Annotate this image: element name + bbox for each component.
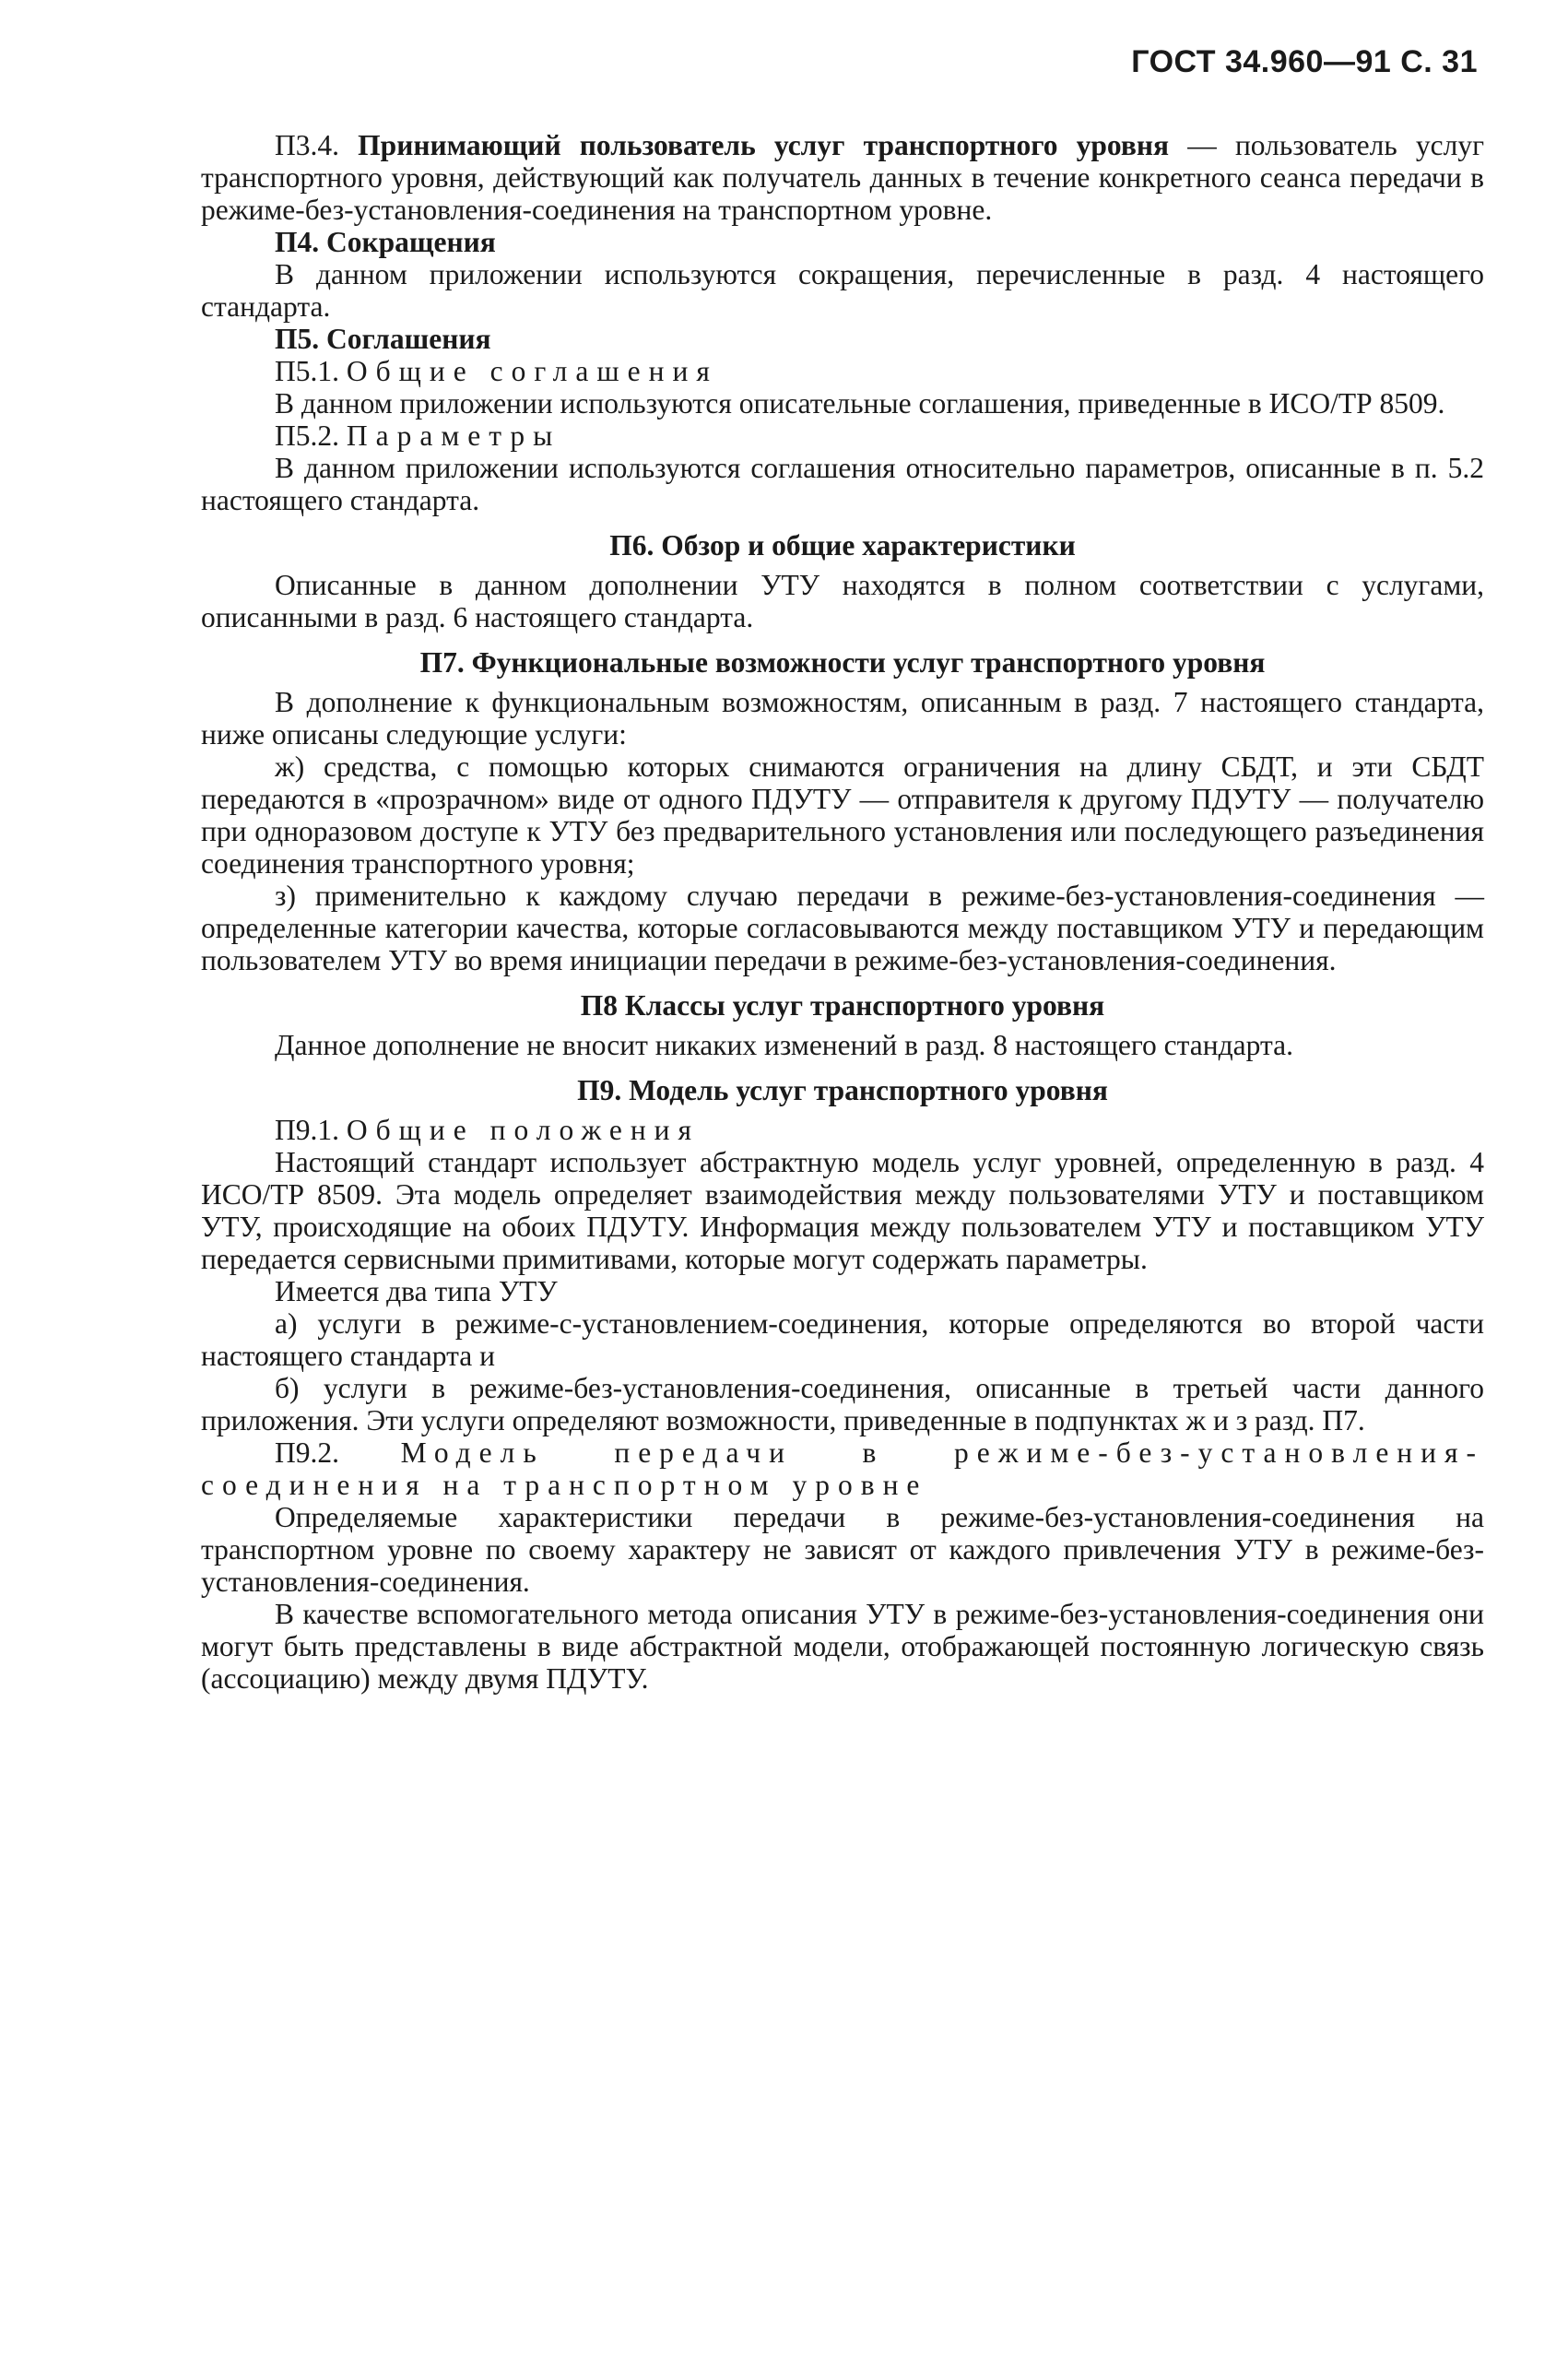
- subclause-title: Общие соглашения: [346, 355, 718, 387]
- section-heading-p5: [201, 323, 1484, 355]
- list-item-b: б) услуги в режиме-без-установления-соединения, описанные в третьей части данного приложения. Эти услуги определяют возможности, приведенные в подпунктах ж и з разд. П7.: [201, 1372, 1484, 1436]
- subclause-title: Модель передачи в режиме-без-установления-соединения на транспортном уровне: [201, 1436, 1484, 1501]
- paragraph-p6: Описанные в данном дополнении УТУ находятся в полном соответствии с услугами, описанными в разд. 6 настоящего стандарта.: [201, 569, 1484, 633]
- paragraph-p9-2-second: В качестве вспомогательного метода описания УТУ в режиме-без-установления-соединения они могут быть представлены в виде абстрактной модели, отображающей постоянную логическую связь (ассоциацию) между двумя ПДУТУ.: [201, 1598, 1484, 1695]
- list-item-a: а) услуги в режиме-с-установлением-соединения, которые определяются во второй части настоящего стандарта и: [201, 1307, 1484, 1372]
- paragraph-p8: Данное дополнение не вносит никаких изменений в разд. 8 настоящего стандарта.: [275, 1029, 1293, 1061]
- clause-number: П5.1.: [275, 355, 339, 387]
- document-body: [201, 129, 1484, 1695]
- section-heading-p6: П6. Обзор и общие характеристики: [609, 529, 1076, 561]
- section-heading-p8: П8 Классы услуг транспортного уровня: [580, 989, 1105, 1022]
- clause-number: П3.4.: [275, 129, 339, 161]
- paragraph-p5-1: В данном приложении используются описательные соглашения, приведенные в ИСО/ТР 8509.: [275, 387, 1445, 420]
- heading-text: П5. Соглашения: [275, 323, 491, 355]
- subclause-heading-p9-1: [201, 1114, 1484, 1146]
- clause-number: П9.2.: [275, 1436, 339, 1469]
- subclause-title: Общие положения: [346, 1114, 701, 1146]
- subclause-title: Параметры: [346, 420, 561, 452]
- section-heading-p4: [201, 226, 1484, 258]
- paragraph-p9-2-first: Определяемые характеристики передачи в режиме-без-установления-соединения на транспортном уровне по своему характеру не зависят от каждого привлечения УТУ в режиме-без-установления-соединения.: [201, 1501, 1484, 1598]
- section-heading-p9: П9. Модель услуг транспортного уровня: [577, 1074, 1108, 1106]
- definition-text: — пользователь услуг транспортного уровня, действующий как получатель данных в течение конкретного сеанса передачи в режиме-без-установления-соединения на транспортном уровне.: [201, 129, 1484, 226]
- paragraph-types-lead: Имеется два типа УТУ: [275, 1275, 558, 1307]
- defined-term: Принимающий пользователь услуг транспортного уровня: [358, 129, 1170, 161]
- section-heading-p7: П7. Функциональные возможности услуг транспортного уровня: [419, 646, 1266, 679]
- clause-number: П9.1.: [275, 1114, 339, 1146]
- paragraph-p4: В данном приложении используются сокращения, перечисленные в разд. 4 настоящего стандарта.: [201, 258, 1484, 323]
- clause-number: П5.2.: [275, 420, 339, 452]
- list-item-zh: ж) средства, с помощью которых снимаются ограничения на длину СБДТ, и эти СБДТ передаются в «прозрачном» виде от одного ПДУТУ — отправителя к другому ПДУТУ — получателю при одноразовом доступе к УТУ без предварительного установления или последующего разъединения соединения транспортного уровня;: [201, 751, 1484, 880]
- list-item-z: з) применительно к каждому случаю передачи в режиме-без-установления-соединения — определенные категории качества, которые согласовываются между поставщиком УТУ и передающим пользователем УТУ во время инициации передачи в режиме-без-установления-соединения.: [201, 880, 1484, 976]
- clause-p3-4: [201, 129, 1484, 226]
- paragraph-p5-2: В данном приложении используются соглашения относительно параметров, описанные в п. 5.2 настоящего стандарта.: [201, 452, 1484, 516]
- subclause-heading-p5-2: [201, 420, 1484, 452]
- paragraph-p7-intro: В дополнение к функциональным возможностям, описанным в разд. 7 настоящего стандарта, ниже описаны следующие услуги:: [201, 686, 1484, 751]
- subclause-heading-p5-1: [201, 355, 1484, 387]
- paragraph-p9-1: Настоящий стандарт использует абстрактную модель услуг уровней, определенную в разд. 4 ИСО/ТР 8509. Эта модель определяет взаимодействия между пользователями УТУ и поставщиком УТУ, происходящие на обоих ПДУТУ. Информация между пользователем УТУ и поставщиком УТУ передается сервисными примитивами, которые могут содержать параметры.: [201, 1146, 1484, 1275]
- heading-text: П4. Сокращения: [275, 226, 496, 258]
- running-head: ГОСТ 34.960—91 С. 31: [1131, 44, 1478, 79]
- subclause-heading-p9-2: [201, 1436, 1484, 1501]
